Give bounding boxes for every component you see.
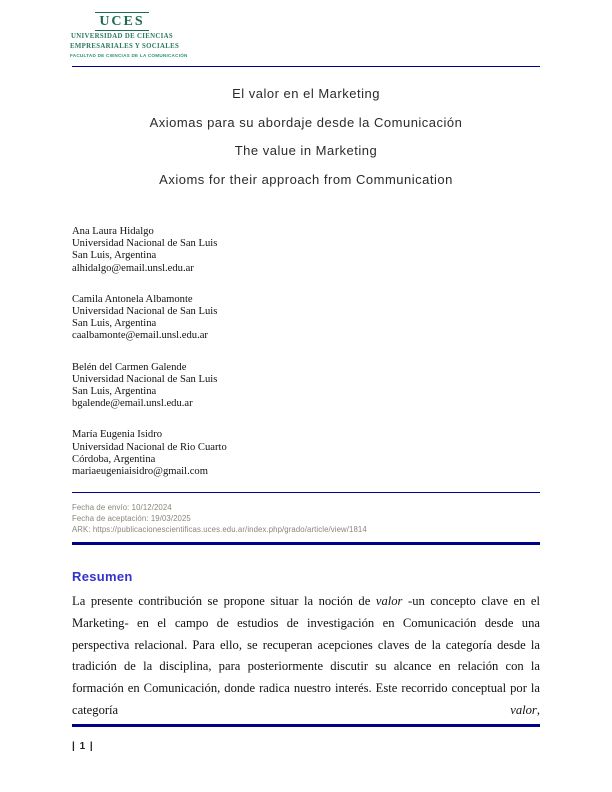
submission-date: Fecha de envío: 10/12/2024 xyxy=(72,503,172,512)
author-entry xyxy=(72,429,227,478)
faculty-name: FACULTAD DE CIENCIAS DE LA COMUNICACIÓN xyxy=(70,53,188,59)
title-block xyxy=(72,80,540,194)
abstract-heading: Resumen xyxy=(72,569,133,584)
author-name: Ana Laura Hidalgo xyxy=(72,226,154,237)
metadata-divider-top xyxy=(72,492,540,493)
article-title-en: The value in Marketing xyxy=(234,143,378,158)
author-email: mariaeugeniaisidro@gmail.com xyxy=(72,466,208,478)
author-email: alhidalgo@email.unsl.edu.ar xyxy=(72,262,194,274)
acceptance-date: Fecha de aceptación: 19/03/2025 xyxy=(72,514,191,523)
authors-list xyxy=(72,226,227,497)
author-email: caalbamonte@email.unsl.edu.ar xyxy=(72,330,208,342)
abstract-text-segment: , xyxy=(536,702,540,717)
university-name-line2: EMPRESARIALES Y SOCIALES xyxy=(70,43,180,51)
author-entry xyxy=(72,226,227,275)
author-name: Camila Antonela Albamonte xyxy=(72,293,193,305)
article-title-es: El valor en el Marketing xyxy=(232,86,380,101)
author-email: bgalende@email.unsl.edu.ar xyxy=(72,398,193,410)
author-location: Córdoba, Argentina xyxy=(72,453,156,465)
footer-divider xyxy=(72,724,540,727)
author-entry xyxy=(72,362,227,411)
author-affiliation: Universidad Nacional de San Luis xyxy=(72,238,218,250)
author-location: San Luis, Argentina xyxy=(72,386,157,398)
abstract-text-segment: -un concepto clave en el Marketing- en el campo de estudios de investigación en Comunicación desde una perspectiva relacional. Para ello, se recuperan acepciones claves de la categoría desde la tradición de la disciplina, para posteriormente discutir su alcance en relación con la formación en Comunicación, donde radica nuestro interés. Este recorrido conceptual por la categoría xyxy=(72,594,540,717)
ark-url: ARK: https://publicacionescientificas.uces.edu.ar/index.php/grado/article/view/1814 xyxy=(72,525,367,534)
author-name: Belén del Carmen Galende xyxy=(72,361,187,373)
abstract-paragraph xyxy=(72,591,540,722)
abstract-italic-term: valor xyxy=(510,702,537,717)
author-location: San Luis, Argentina xyxy=(72,250,157,262)
abstract-italic-term: valor xyxy=(375,594,403,608)
article-metadata xyxy=(72,502,367,535)
abstract-text-segment: La presente contribución se propone situar la noción de xyxy=(72,594,376,608)
author-affiliation: Universidad Nacional de San Luis xyxy=(72,373,218,385)
author-name: María Eugenia Isidro xyxy=(72,429,163,441)
university-logo xyxy=(70,12,188,59)
author-location: San Luis, Argentina xyxy=(72,318,157,330)
metadata-divider-bottom xyxy=(72,542,540,545)
page-number: | 1 | xyxy=(72,741,94,752)
article-subtitle-es: Axiomas para su abordaje desde la Comunicación xyxy=(149,114,463,130)
author-affiliation: Universidad Nacional de Rio Cuarto xyxy=(72,441,227,453)
university-logo-acronym: UCES xyxy=(95,12,148,31)
article-subtitle-en: Axioms for their approach from Communication xyxy=(159,171,453,187)
author-affiliation: Universidad Nacional de San Luis xyxy=(72,306,218,318)
university-name-line1: UNIVERSIDAD DE CIENCIAS xyxy=(70,33,174,40)
author-entry xyxy=(72,294,227,343)
header-divider xyxy=(72,66,540,67)
